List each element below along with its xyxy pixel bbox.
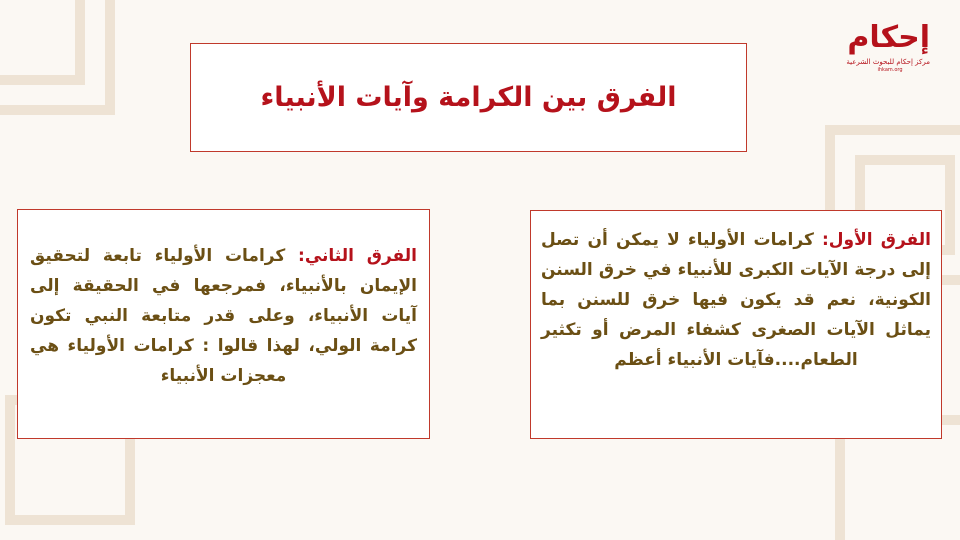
second-difference-box xyxy=(17,209,430,439)
logo-subtitle: مركز إحكام للبحوث الشرعية xyxy=(846,58,930,66)
second-difference-text: كرامات الأولياء تابعة لتحقيق الإيمان بالأنبياء، فمرجعها في الحقيقة إلى آيات الأنبياء، وعلى قدر متابعة النبي تكون كرامة الولي، لهذا قالوا : كرامات الأولياء هي معجزات الأنبياء xyxy=(30,246,417,386)
first-difference-label: الفرق الأول: xyxy=(822,230,931,250)
slide-title: الفرق بين الكرامة وآيات الأنبياء xyxy=(260,82,677,113)
logo-url: ihkam.org xyxy=(877,67,903,73)
logo xyxy=(846,20,930,100)
second-difference-label: الفرق الثاني: xyxy=(298,246,417,266)
first-difference-text: كرامات الأولياء لا يمكن أن تصل إلى درجة الآيات الكبرى للأنبياء في خرق السنن الكونية، نعم قد يكون فيها خرق للسنن بما يماثل الآيات الصغرى كشفاء المرض أو تكثير الطعام....فآيات الأنبياء أعظم xyxy=(541,230,931,370)
title-box xyxy=(190,43,747,152)
first-difference-box xyxy=(530,210,942,439)
logo-mark: إحكام xyxy=(847,20,930,55)
